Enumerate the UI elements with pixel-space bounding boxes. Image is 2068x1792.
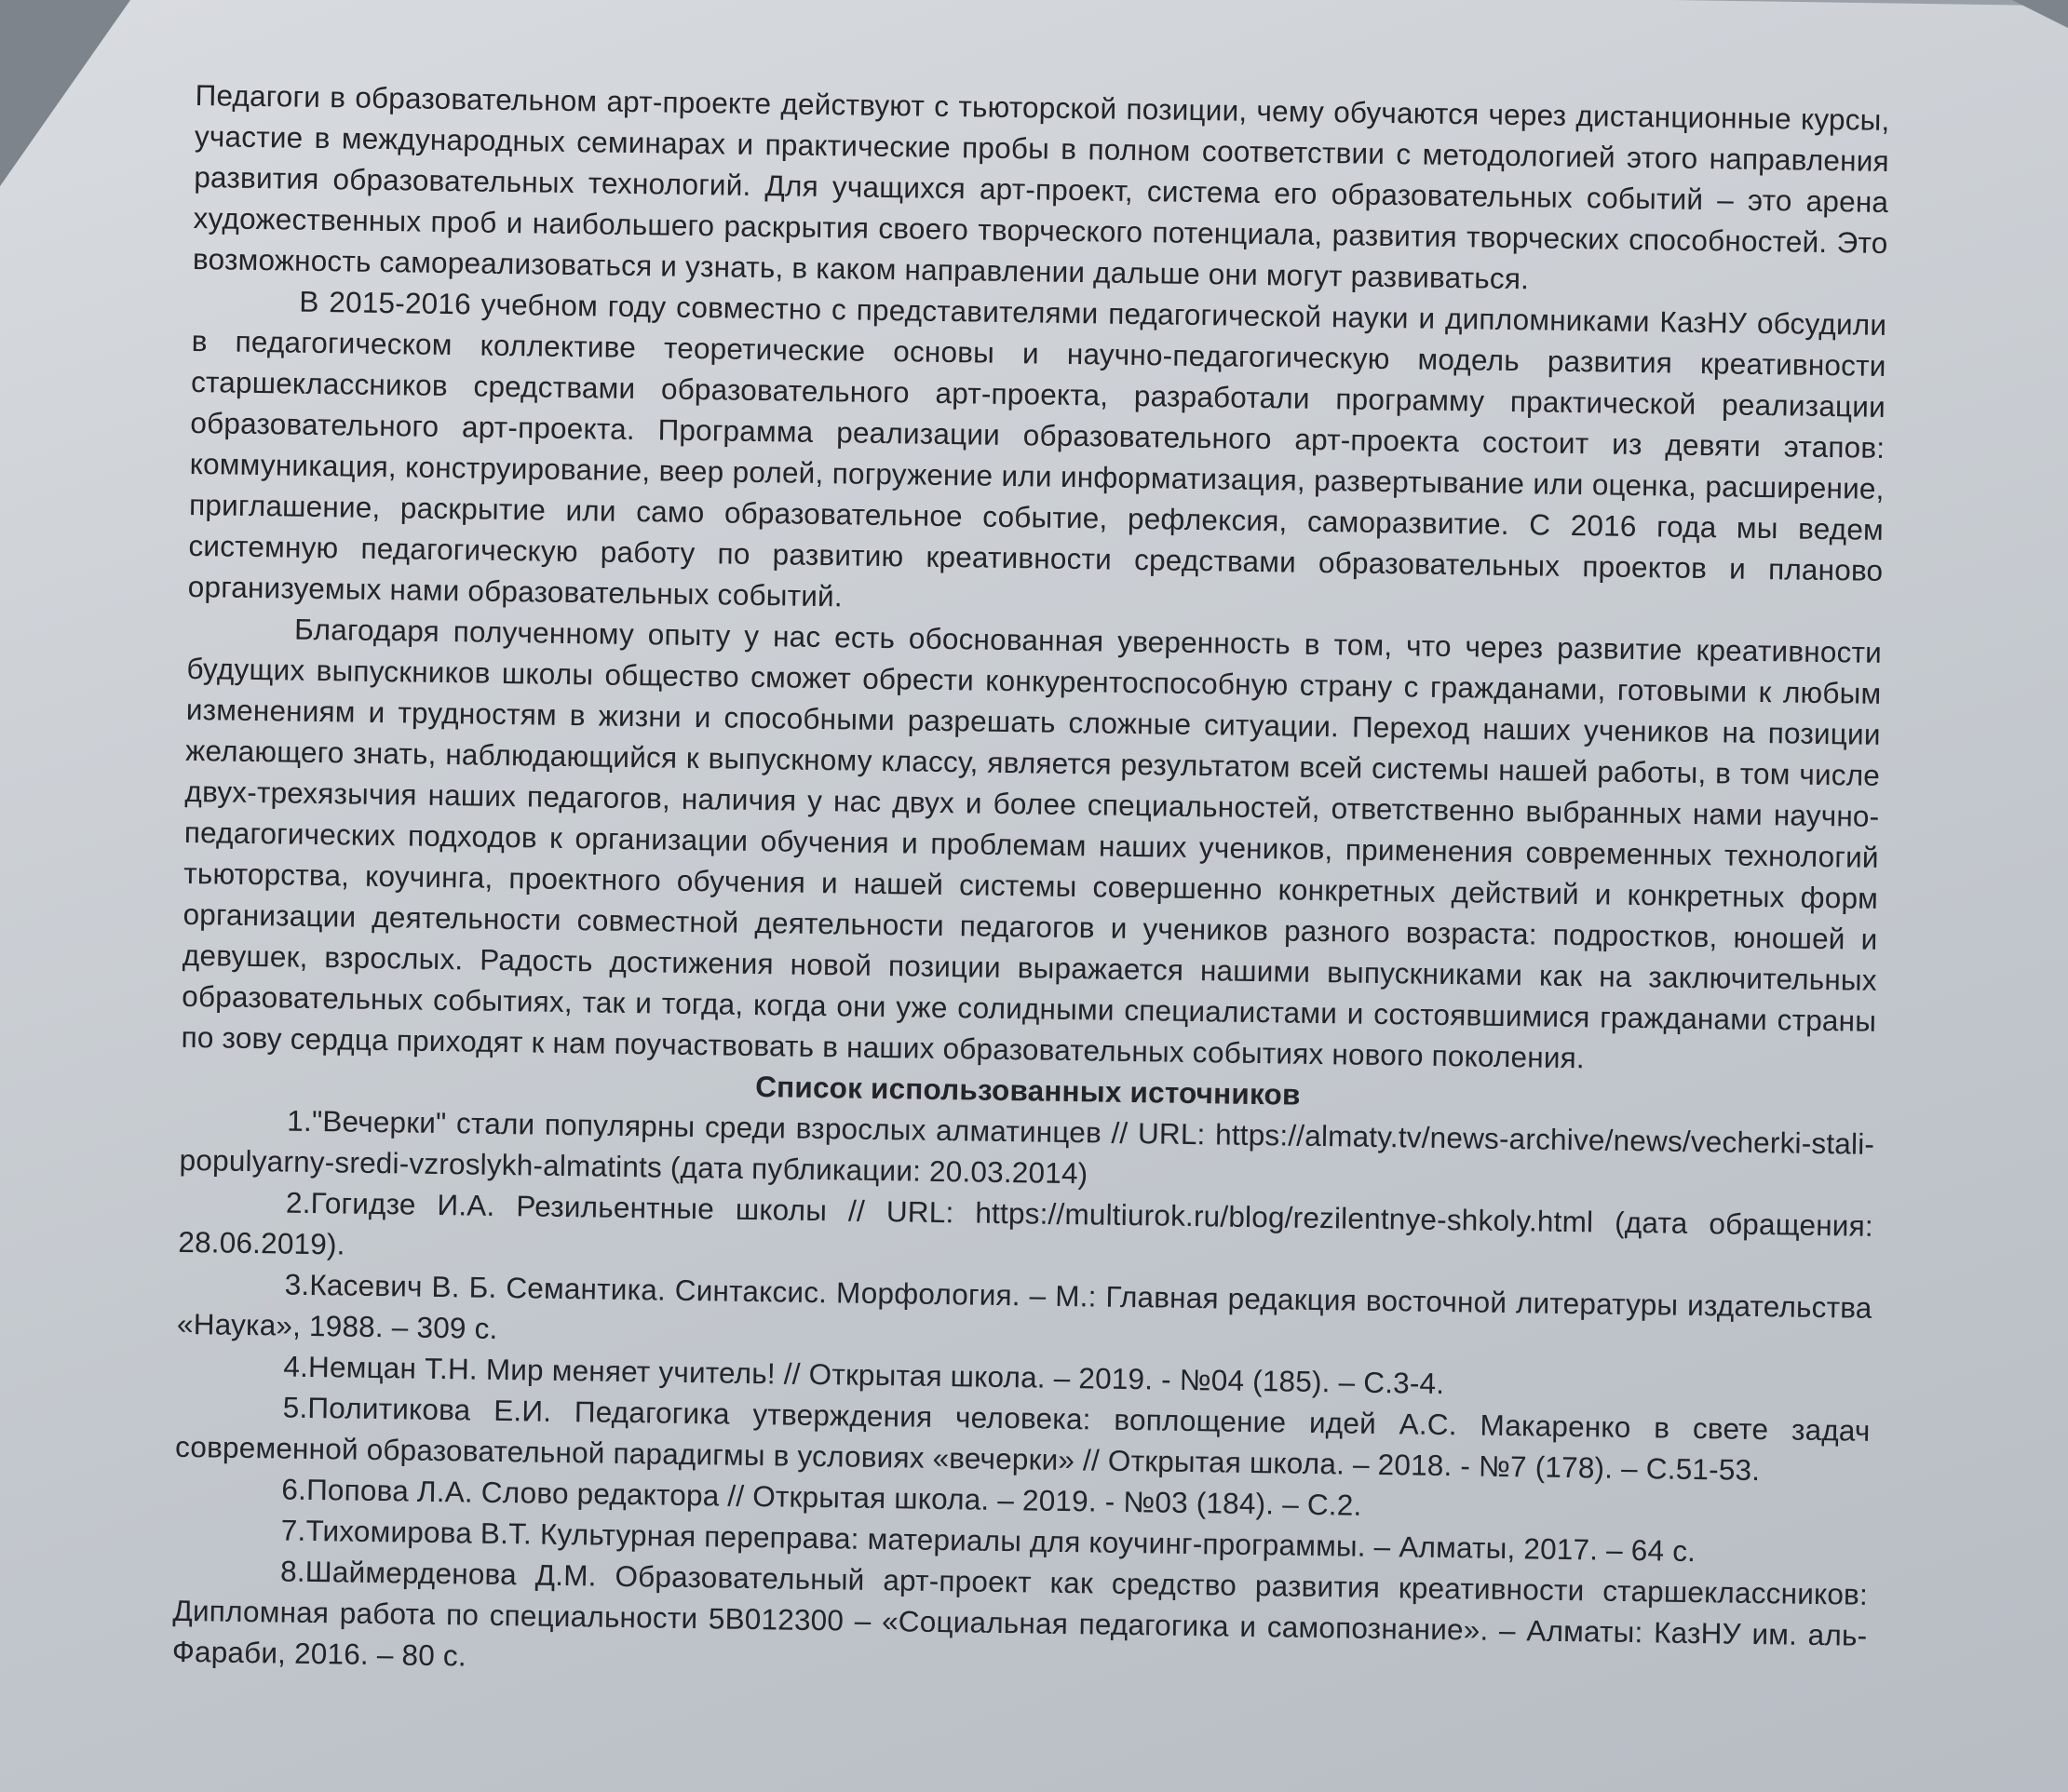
reference-item: 4.Немцан Т.Н. Мир меняет учитель! // Открытая школа. – 2019. - №04 (185). – С.3-4. [283,1349,1445,1401]
body-paragraph-2: В 2015-2016 учебном году совместно с представителями педагогической науки и дипломниками КазНУ обсудили в педагогическом коллективе теоретические основы и научно-педагогическую модель развития креативности старшеклассников средствами образовательного арт-проекта, разработали программу практической реализации образовательного арт-проекта. Программа реализации образовательного арт-проекта состоит из девяти этапов: коммуникация, конструирование, веер ролей, погружение или информатизация, развертывание или оценка, расширение, приглашение, раскрытие или само образовательное событие, рефлексия, саморазвитие. С 2016 года мы ведем системную педагогическую работу по развитию креативности средствами образовательных проектов и планово организуемых нами образовательных событий. [187,284,1887,613]
reference-item: 7.Тихомирова В.Т. Культурная переправа: материалы для коучинг-программы. – Алматы, 2017. – 64 с. [280,1513,1696,1569]
body-paragraph-3: Благодаря полученному опыту у нас есть обоснованная уверенность в том, что через развитие креативности будущих выпускников школы общество сможет обрести конкурентоспособную страну с гражданами, готовыми к любым изменениям и трудностям в жизни и способными разрешать сложные ситуации. Переход наших учеников на позиции желающего знать, наблюдающийся к выпускному классу, является результатом всей системы нашей работы, в том числе двух-трехязычия наших педагогов, наличия у нас двух и более специальностей, ответственно выбранных нами научно-педагогических подходов к организации обучения и проблемам наших учеников, применения современных технологий тьюторства, коучинга, проектного обучения и нашей системы совершенно конкретных действий и конкретных форм организации деятельности совместной деятельности педагогов и учеников разного возраста: подростков, юношей и девушек, взрослых. Радость достижения новой позиции выражается нашими выпускниками как на заключительных образовательных событиях, так и тогда, когда они уже солидными специалистами и состоявшимися гражданами страны по зову сердца приходят к нам поучаствовать в наших образовательных событиях нового поколения. [181,612,1883,1075]
reference-item: 1."Вечерки" стали популярны среди взрослых алматинцев // URL: https://almaty.tv/news-archive/news/vecherki-stali-populyarny-sredi-vzroslykh-almatints (дата публикации: 20.03.2014) [179,1103,1875,1191]
reference-item: 2.Гогидзе И.А. Резильентные школы // URL: https://multiurok.ru/blog/rezilentnye-shkoly.html (дата обращения: 28.06.2019). [178,1185,1874,1261]
reference-item: 5.Политикова Е.И. Педагогика утверждения человека: воплощение идей А.С. Макаренко в свете задач современной образовательной парадигмы в условиях «вечерки» // Открытая школа. – 2018. - №7 (178). – С.51-53. [174,1390,1871,1488]
background-corner-left [0,0,130,186]
body-paragraph-1: Педагоги в образовательном арт-проекте действуют с тьюторской позиции, чему обучаются через дистанционные курсы, участие в международных семинарах и практические пробы в полном соответствии с методологией этого направления развития образовательных технологий. Для учащихся арт-проект, система его образовательных событий – это арена художественных проб и наибольшего раскрытия своего творческого потенциала, развития творческих способностей. Это возможность самореализоваться и узнать, в каком направлении дальше они могут развиваться. [192,77,1890,296]
background-corner-right [2012,0,2068,28]
references-heading: Список использованных источников [754,1070,1301,1112]
reference-item: 8.Шаймерденова Д.М. Образовательный арт-проект как средство развития креативности старшеклассников: Дипломная работа по специальности 5В012300 – «Социальная педагогика и самопознание». – Алматы: КазНУ им. аль-Фараби, 2016. – 80 с. [171,1554,1869,1673]
reference-item: 6.Попова Л.А. Слово редактора // Открытая школа. – 2019. - №03 (184). – С.2. [281,1472,1362,1522]
document-text [172,74,1890,1697]
reference-item: 3.Касевич В. Б. Семантика. Синтаксис. Морфология. – М.: Главная редакция восточной литературы издательства «Наука», 1988. – 309 с. [176,1267,1872,1345]
